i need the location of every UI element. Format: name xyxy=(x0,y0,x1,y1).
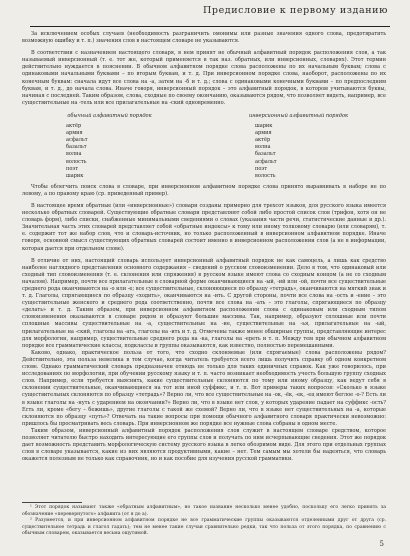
ordinary-order-column xyxy=(22,113,197,180)
word-item: волость xyxy=(66,158,87,165)
word-item: шарик xyxy=(66,172,84,179)
word-item: армия xyxy=(66,130,83,137)
word-item: базальт xyxy=(255,151,276,158)
word-item: волна xyxy=(66,151,82,158)
footnote-rule xyxy=(22,502,82,503)
word-item: волна xyxy=(255,144,271,151)
paragraph-3: Чтобы облегчить поиск слова в словаре, при инверсионном алфавитном порядке слова принято выравнивать в наборе не по левому, а по правому краю (ср. приведенный пример). xyxy=(22,183,386,197)
word-item: асфальт xyxy=(66,137,88,144)
inverse-order-column xyxy=(211,113,386,180)
paragraph-2: В соответствии с назначением настоящего словаря, в нем принят не обычный алфавитный порядок расположения слов, а так называемый инверсионный (т. е. тот же, который применяется в так наз. обратных, или инверсионных, словарях). Этот термин действительно нуждается в пояснении. В обычном алфавитном порядке слова расположены по их начальным буквам; слова с одинаковыми начальными буквами – по вторым буквам, и т. д. При инверсионном порядке слова, наоборот, расположены по их конечным буквам: сначала идут все слова на -а, затем на -б и т. д.; слова с одинаковыми конечными буквами – по предпоследним буквам, и т. д., до начала слова. Иначе говоря, инверсионный порядок – это алфавитный порядок, в котором учитываются буквы, начиная с последней. Таким образом, слова, сходные по своему окончанию, оказываются рядом, что позволяет видеть, например, все существительные на -тель или все прилагательные на -ский одновременно. xyxy=(22,50,386,106)
main-text xyxy=(22,31,386,463)
paragraph-5: В отличие от них, настоящий словарь использует инверсионный алфавитный порядок не как самоцель, а лишь как средство наиболее наглядного представления основного содержания – сведений о русском словоизменении. Дело в том, что одинаковый или сходный тип словоизменения (т. е. склонения или спряжения) в русском языке имеют слова со сходным концом (а не со сходным началом). Например, почти все прилагательные в словарной форме оканчивающиеся на -ый, -ий или -ой, почти все существительные среднего рода оканчиваются на -о или -е; все существительные, склоняющиеся по образцу «тетрадь», оканчиваются на мягкий знак и т. д. Глаголы, спрягающиеся по образцу «ходить», оканчиваются на -ить. С другой стороны, почти все слова на -ость и -ение – это существительные женского и среднего рода соответственно, почти все слова на -ать – это глаголы, спрягающиеся по образцу «делать» и т. д. Таким образом, при инверсионном алфавитном расположении слова с одинаковым или сходным типом словоизменения оказываются в словаре рядом и образуют большие массивы. Так, например, образуют сплошные или почти сплошные массивы существительные на -а, существительные на -ие, существительные на -ья, прилагательные на -ый, прилагательные на -ский, глаголы на -ать, глаголы на -ить и т. д. Отмечены также менее обширные группы, представляющие интерес для морфологии, например, существительные среднего рода на -ка, глаголы на -ереть и т. п. Между тем при обычном алфавитном порядке все грамматические классы, подклассы и группы оказываются, как известно, полностью перемешанными. xyxy=(22,257,386,349)
page-number: 5 xyxy=(379,540,384,548)
word-item: базальт xyxy=(66,144,87,151)
word-item: шарик xyxy=(255,123,273,130)
word-item: актёр xyxy=(255,137,271,144)
running-head: Предисловие к первому изданию xyxy=(203,5,388,16)
footnote-2: ² Разумеется, и при инверсионном алфавитном порядке не все грамматические группы оказываются отделенными друг от друга (ср. существительное тетрадь и глагол гадать); тем не менее такие случаи сравнительно редки, так что польза от этого порядка, по сравнению с обычным словарем, оказывается весьма ощутимой. xyxy=(22,518,386,537)
ordinary-order-list xyxy=(22,123,197,180)
word-item: армия xyxy=(255,130,272,137)
inverse-order-list xyxy=(211,123,386,180)
page-header xyxy=(30,0,390,27)
footnotes xyxy=(22,502,386,538)
word-item: поэт xyxy=(255,165,268,172)
word-item: актёр xyxy=(66,123,82,130)
paragraph-4: В настоящее время обратные (или «инверсионные») словари созданы примерно для трехсот языков, для русского языка имеется несколько обратных словарей. Существующие обратные словари представляют собой либо простой список слов (трифон, хотя он не словарь форм), либо списки, снабженные минимальными сведениями о словах (указания части речи, статистические данные и др.). Значительная часть этих словарей представляет собой «обратные индексы» к тому или иному толковому словарю (или словарям), т. е. содержит тот же набор слов, что и словарь-источник, но только расположенный в инверсионном алфавитном порядке. Иначе говоря, основной смысл существующих обратных словарей состоит именно в инверсионном расположении слов (а не в информации, которая дается при отдельном слове). xyxy=(22,202,386,252)
paragraph-7: Таким образом, инверсионный алфавитный порядок расположения слов служит в настоящем словаре средством, которое позволяет читателю быстро находить интересующие его группы слов и получать по ним исчерпывающие сведения. Этот же порядок дает возможность представить морфологическую систему русского языка в легко обозримом виде. Для этого при отдельных группах слов в словаре указывается, какие из них являются продуктивными, какие – нет. Тем самым мы хотели бы надеяться, что словарь окажется полезным не только как справочник, но и как пособие для изучения русской грамматики. xyxy=(22,427,386,463)
word-item: поэт xyxy=(66,165,79,172)
word-item: волость xyxy=(255,172,276,179)
paragraph-1: За исключением особых случаев (необходимость разграничить омонимы или разные значения одного слова, предотвратить возможную ошибку и т. п.) значения слов в настоящем словаре не указываются. xyxy=(22,31,386,45)
paragraph-6: Каково, однако, практическое польза от того, что сходно склоняемые (или спрягаемые) слова расположены рядом? Действительно, эта польза невелика в том случае, когда читатель требуется всего лишь получить справку об одном конкретном слове. Однако грамматический словарь предназначен отнюдь не только для таких единичных справок. Как уже говорилось, при исследованиях по морфологии, при обучении русскому языку и т. п. часто возникает необходимость учесть большую группу сходных слов. Например, если требуется выяснить, какие существительные склоняются по тому или иному образцу, как ведут себя в склонении существительные, оканчивающиеся на тот или иной суффикс, и т. п. Вот примеры таких вопросов: «Сколько в языке существительных склоняются по образцу «тетрадь»? Верно ли, что все существительные на -ок, -ёк, -ек, -ец имеют беглое -о-? Есть ли в языке глаголы на -нуть с ударением на окончании?» Верно ли, что в языке нет слов, у которых ударение падает на суффикс -ость? Есть ли, кроме «бегу – бежишь», другие глаголы с такой же схемой? Верно ли, что в языке нет существительных на -а, которые склоняются по образцу «путь»? Отвечать на такие вопросы при помощи обычного алфавитного словаря практически невозможно: пришлось бы просматривать весь словарь. При инверсионном же порядке все нужные слова собраны в одном месте. xyxy=(22,349,386,427)
ordinary-order-caption: обычный алфавитный порядок xyxy=(67,112,152,119)
footnote-1: ¹ Этот порядок называют также «обратным алфавитным», но такое название несколько менее удобно, поскольку его легко принять за обозначение «перевернутого» алфавита (от я до а). xyxy=(22,505,386,517)
word-item: асфальт xyxy=(255,158,277,165)
order-comparison xyxy=(22,113,386,180)
inverse-order-caption: инверсионный алфавитный порядок xyxy=(248,112,348,119)
